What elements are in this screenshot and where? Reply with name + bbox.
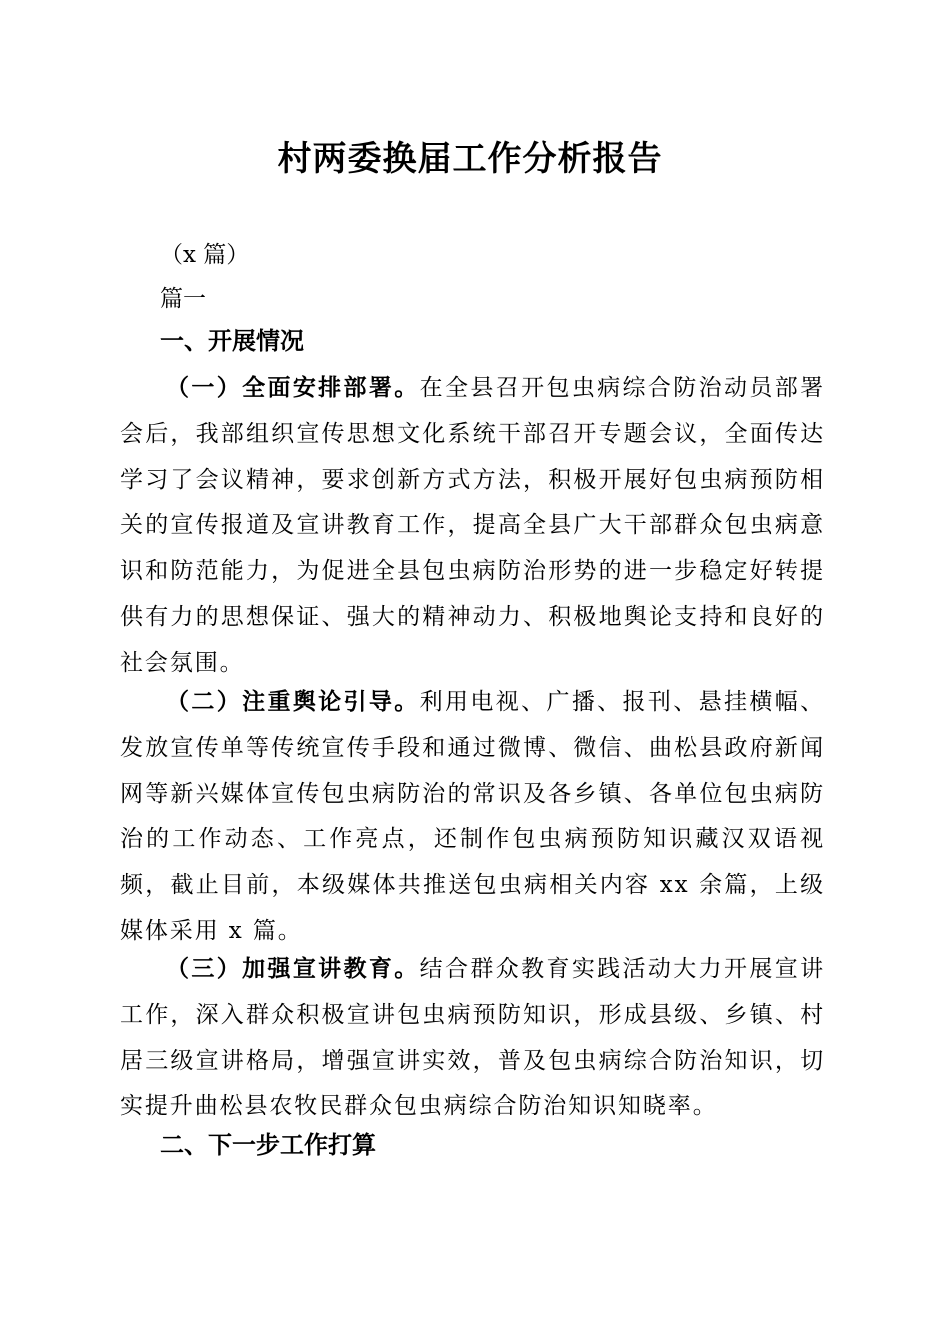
paragraph-1 [120,366,825,687]
part-label: 篇一 [160,286,206,312]
paragraph-1-body: 在全县召开包虫病综合防治动员部署会后，我部组织宣传思想文化系统干部召开专题会议，全面传达学习了会议精神，要求创新方式方法，积极开展好包虫病预防相关的宣传报道及宣讲教育工作，提高全县广大干部群众包虫病意识和防范能力，为促进全县包虫病防治形势的进一步稳定好转提供有力的思想保证、强大的精神动力、积极地舆论支持和良好的社会氛围。 [120,375,825,676]
section-heading-1: 一、开展情况 [160,327,304,355]
paragraph-2-body: 利用电视、广播、报刊、悬挂横幅、发放宣传单等传统宣传手段和通过微博、微信、曲松县政府新闻网等新兴媒体宣传包虫病防治的常识及各乡镇、各单位包虫病防治的工作动态、工作亮点，还制作包虫病预防知识藏汉双语视频，截止目前，本级媒体共推送包虫病相关内容 xx 余篇，上级媒体采用 x 篇。 [120,689,825,944]
paragraph-3-body: 结合群众教育实践活动大力开展宣讲工作，深入群众积极宣讲包虫病预防知识，形成县级、乡镇、村居三级宣讲格局，增强宣讲实效，普及包虫病综合防治知识，切实提升曲松县农牧民群众包虫病综合防治知识知晓率。 [120,956,825,1120]
section-heading-2: 二、下一步工作打算 [160,1131,376,1159]
count-note: （x 篇） [160,242,250,268]
paragraph-2 [120,680,825,955]
paragraph-3-lead: （三）加强宣讲教育。 [166,956,420,982]
paragraph-3 [120,947,825,1130]
paragraph-2-lead: （二）注重舆论引导。 [166,689,420,715]
paragraph-1-lead: （一）全面安排部署。 [166,375,420,401]
document-title: 村两委换届工作分析报告 [277,139,663,179]
